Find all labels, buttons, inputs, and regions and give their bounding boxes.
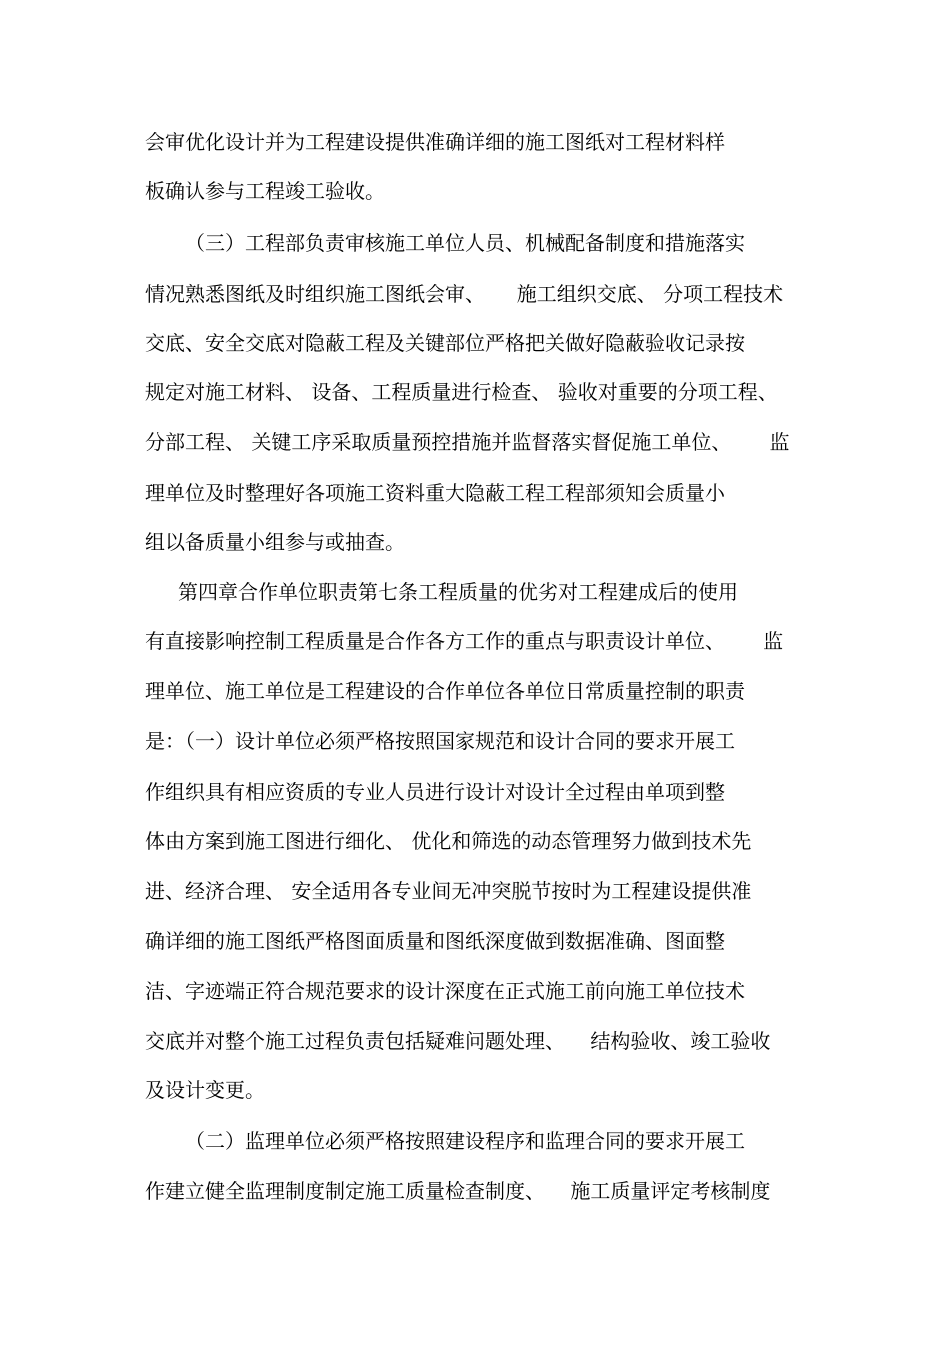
text-line: 规定对施工材料、 设备、工程质量进行检查、 验收对重要的分项工程、 (145, 380, 778, 404)
text-line: 第四章合作单位职责第七条工程质量的优劣对工程建成后的使用 (178, 580, 738, 604)
text-line: 交底并对整个施工过程负责包括疑难问题处理、 结构验收、竣工验收 (145, 1029, 771, 1053)
text-line: 作组织具有相应资质的专业人员进行设计对设计全过程由单项到整 (145, 780, 725, 804)
text-line: （三）工程部负责审核施工单位人员、机械配备制度和措施落实 (185, 231, 745, 255)
text-line: 交底、安全交底对隐蔽工程及关键部位严格把关做好隐蔽验收记录按 (145, 331, 745, 355)
text-line: （二）监理单位必须严格按照建设程序和监理合同的要求开展工 (185, 1129, 745, 1153)
text-line: 确详细的施工图纸严格图面质量和图纸深度做到数据准确、图面整 (145, 929, 725, 953)
text-line: 组以备质量小组参与或抽查。 (145, 530, 405, 554)
text-line: 理单位、施工单位是工程建设的合作单位各单位日常质量控制的职责 (145, 679, 745, 703)
text-line: 板确认参与工程竣工验收。 (145, 179, 385, 203)
text-line: 作建立健全监理制度制定施工质量检查制度、 施工质量评定考核制度 (145, 1179, 771, 1203)
text-line: 情况熟悉图纸及时组织施工图纸会审、 施工组织交底、 分项工程技术 (145, 282, 784, 306)
text-line: 进、经济合理、 安全适用各专业间无冲突脱节按时为工程建设提供准 (145, 879, 752, 903)
text-line: 体由方案到施工图进行细化、 优化和筛选的动态管理努力做到技术先 (145, 829, 752, 853)
text-line: 及设计变更。 (145, 1078, 265, 1102)
text-line: 分部工程、 关键工序采取质量预控措施并监督落实督促施工单位、 监 (145, 430, 790, 454)
text-line: 理单位及时整理好各项施工资料重大隐蔽工程工程部须知会质量小 (145, 481, 725, 505)
text-line: 有直接影响控制工程质量是合作各方工作的重点与职责设计单位、 监 (145, 629, 784, 653)
text-line: 是：（一）设计单位必须严格按照国家规范和设计合同的要求开展工 (145, 729, 735, 753)
text-line: 会审优化设计并为工程建设提供准确详细的施工图纸对工程材料样 (145, 130, 725, 154)
text-line: 洁、字迹端正符合规范要求的设计深度在正式施工前向施工单位技术 (145, 979, 745, 1003)
